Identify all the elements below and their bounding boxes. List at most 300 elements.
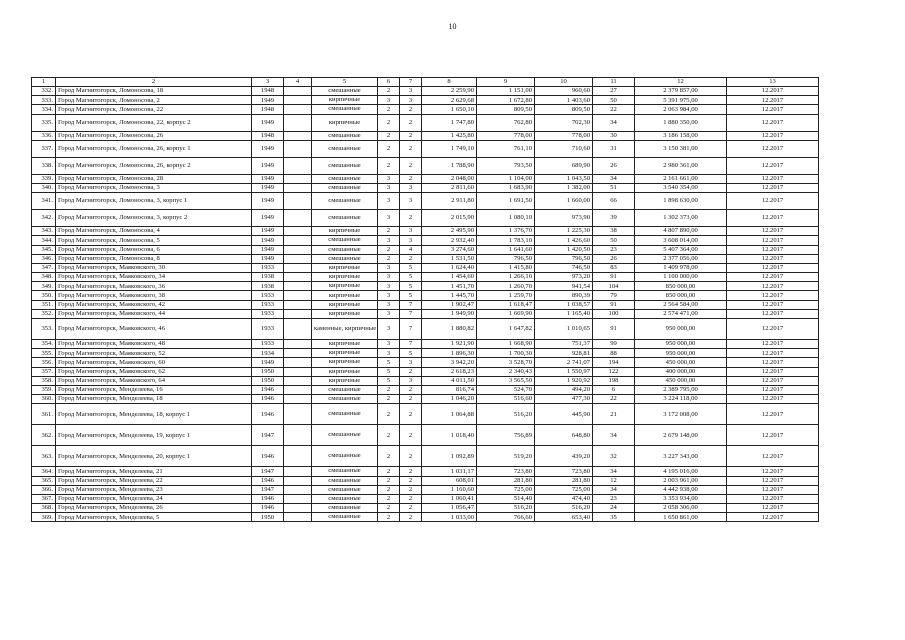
table-row	[32, 96, 819, 105]
table-row	[32, 340, 819, 349]
deadline-cell: 12.2017	[727, 282, 819, 291]
living-area-cell: 1 669,90	[477, 309, 535, 318]
column-4-cell	[284, 446, 312, 467]
deadline-cell: 12.2017	[727, 467, 819, 476]
total-area-cell: 1 033,00	[422, 513, 477, 522]
address-cell: Город Магнитогорск, Менделеева, 26	[56, 504, 252, 513]
column-4-cell	[284, 254, 312, 263]
repair-cost-cell: 450 000,00	[635, 376, 727, 385]
wall-material-cell: кирпичные	[312, 340, 378, 349]
year-built-cell: 1949	[252, 236, 284, 245]
column-number: 1	[32, 78, 56, 87]
entrances-cell: 2	[400, 425, 422, 446]
repair-cost-cell: 2 063 984,00	[635, 105, 727, 114]
table-row	[32, 87, 819, 96]
residential-area-cell: 474,40	[535, 494, 593, 503]
column-4-cell	[284, 273, 312, 282]
residential-area-cell: 477,30	[535, 395, 593, 404]
table-row	[32, 376, 819, 385]
wall-material-cell: смешанные	[312, 504, 378, 513]
table-row	[32, 227, 819, 236]
wall-material-cell: кирпичные	[312, 349, 378, 358]
row-number-cell: 344.	[32, 236, 56, 245]
address-cell: Город Магнитогорск, Ломоносова, 2	[56, 96, 252, 105]
total-area-cell: 2 629,68	[422, 96, 477, 105]
column-4-cell	[284, 183, 312, 192]
repair-cost-cell: 3 150 381,00	[635, 140, 727, 157]
floors-cell: 2	[378, 467, 400, 476]
entrances-cell: 3	[400, 183, 422, 192]
residential-area-cell: 1 225,30	[535, 227, 593, 236]
address-cell: Город Магнитогорск, Менделеева, 18	[56, 395, 252, 404]
living-area-cell: 761,10	[477, 140, 535, 157]
wall-material-cell: смешанные	[312, 385, 378, 394]
address-cell: Город Магнитогорск, Маяковского, 46	[56, 319, 252, 340]
column-4-cell	[284, 282, 312, 291]
year-built-cell: 1949	[252, 245, 284, 254]
floors-cell: 3	[378, 263, 400, 272]
floors-cell: 3	[378, 193, 400, 210]
total-area-cell: 3 942,20	[422, 358, 477, 367]
row-number-cell: 363.	[32, 446, 56, 467]
column-4-cell	[284, 236, 312, 245]
entrances-cell: 2	[400, 476, 422, 485]
floors-cell: 2	[378, 254, 400, 263]
year-built-cell: 1950	[252, 513, 284, 522]
column-number: 10	[535, 78, 593, 87]
column-4-cell	[284, 404, 312, 425]
wall-material-cell: кирпичные	[312, 273, 378, 282]
residential-area-cell: 439,20	[535, 446, 593, 467]
year-built-cell: 1938	[252, 273, 284, 282]
living-area-cell: 756,89	[477, 425, 535, 446]
wall-material-cell: смешанные	[312, 174, 378, 183]
wall-material-cell: кирпичные	[312, 309, 378, 318]
row-number-cell: 346.	[32, 254, 56, 263]
total-area-cell: 1 788,90	[422, 157, 477, 174]
deadline-cell: 12.2017	[727, 263, 819, 272]
repair-cost-cell: 2 377 056,00	[635, 254, 727, 263]
row-number-cell: 340.	[32, 183, 56, 192]
column-4-cell	[284, 319, 312, 340]
table-row	[32, 114, 819, 131]
table-row	[32, 282, 819, 291]
total-area-cell: 1 896,30	[422, 349, 477, 358]
address-cell: Город Магнитогорск, Маяковского, 60	[56, 358, 252, 367]
residential-area-cell: 973,20	[535, 273, 593, 282]
deadline-cell: 12.2017	[727, 319, 819, 340]
column-4-cell	[284, 376, 312, 385]
address-cell: Город Магнитогорск, Ломоносова, 28	[56, 174, 252, 183]
column-4-cell	[284, 300, 312, 309]
residential-area-cell: 494,20	[535, 385, 593, 394]
residential-area-cell: 1 038,57	[535, 300, 593, 309]
living-area-cell: 1 260,70	[477, 282, 535, 291]
column-4-cell	[284, 513, 312, 522]
row-number-cell: 342.	[32, 210, 56, 227]
year-built-cell: 1949	[252, 96, 284, 105]
deadline-cell: 12.2017	[727, 300, 819, 309]
total-area-cell: 2 932,40	[422, 236, 477, 245]
address-cell: Город Магнитогорск, Менделеева, 22	[56, 476, 252, 485]
table-row	[32, 425, 819, 446]
residential-area-cell: 281,80	[535, 476, 593, 485]
wall-material-cell: смешанные	[312, 476, 378, 485]
table-row	[32, 140, 819, 157]
living-area-cell: 793,50	[477, 157, 535, 174]
total-area-cell: 3 274,60	[422, 245, 477, 254]
floors-cell: 2	[378, 157, 400, 174]
floors-cell: 2	[378, 395, 400, 404]
living-area-cell: 796,50	[477, 254, 535, 263]
residential-area-cell: 1 660,00	[535, 193, 593, 210]
table-row	[32, 131, 819, 140]
repair-cost-cell: 1 650 861,00	[635, 513, 727, 522]
repair-cost-cell: 2 679 148,00	[635, 425, 727, 446]
floors-cell: 2	[378, 446, 400, 467]
entrances-cell: 2	[400, 367, 422, 376]
repair-cost-cell: 2 980 361,00	[635, 157, 727, 174]
address-cell: Город Магнитогорск, Ломоносова, 5	[56, 236, 252, 245]
living-area-cell: 1 783,10	[477, 236, 535, 245]
table-row	[32, 395, 819, 404]
wall-material-cell: кирпичные	[312, 358, 378, 367]
wall-material-cell: кирпичные	[312, 114, 378, 131]
wall-material-cell: кирпичные	[312, 376, 378, 385]
year-built-cell: 1949	[252, 227, 284, 236]
wall-material-cell: смешанные	[312, 485, 378, 494]
year-built-cell: 1949	[252, 183, 284, 192]
repair-cost-cell: 950 000,00	[635, 340, 727, 349]
year-built-cell: 1933	[252, 300, 284, 309]
repair-cost-cell: 4 442 938,00	[635, 485, 727, 494]
residential-area-cell: 928,81	[535, 349, 593, 358]
living-area-cell: 1 259,70	[477, 291, 535, 300]
repair-cost-cell: 2 574 471,00	[635, 309, 727, 318]
residential-area-cell: 710,60	[535, 140, 593, 157]
table-row	[32, 467, 819, 476]
deadline-cell: 12.2017	[727, 425, 819, 446]
address-cell: Город Магнитогорск, Менделеева, 20, корпус 1	[56, 446, 252, 467]
residents-cell: 198	[593, 376, 635, 385]
living-area-cell: 2 340,43	[477, 367, 535, 376]
repair-cost-cell: 2 564 584,00	[635, 300, 727, 309]
row-number-cell: 360.	[32, 395, 56, 404]
living-area-cell: 516,60	[477, 395, 535, 404]
living-area-cell: 1 376,70	[477, 227, 535, 236]
total-area-cell: 2 015,90	[422, 210, 477, 227]
deadline-cell: 12.2017	[727, 236, 819, 245]
column-number: 8	[422, 78, 477, 87]
address-cell: Город Магнитогорск, Ломоносова, 22	[56, 105, 252, 114]
residents-cell: 79	[593, 291, 635, 300]
residents-cell: 21	[593, 404, 635, 425]
living-area-cell: 1 080,10	[477, 210, 535, 227]
floors-cell: 2	[378, 245, 400, 254]
repair-cost-cell: 1 898 630,00	[635, 193, 727, 210]
residential-area-cell: 973,90	[535, 210, 593, 227]
living-area-cell: 809,50	[477, 105, 535, 114]
table-row	[32, 349, 819, 358]
column-4-cell	[284, 174, 312, 183]
residents-cell: 32	[593, 446, 635, 467]
wall-material-cell: смешанные	[312, 236, 378, 245]
total-area-cell: 1 454,60	[422, 273, 477, 282]
total-area-cell: 1 018,40	[422, 425, 477, 446]
address-cell: Город Магнитогорск, Маяковского, 42	[56, 300, 252, 309]
entrances-cell: 5	[400, 349, 422, 358]
living-area-cell: 281,80	[477, 476, 535, 485]
repair-cost-cell: 4 195 016,00	[635, 467, 727, 476]
repair-cost-cell: 1 880 350,00	[635, 114, 727, 131]
address-cell: Город Магнитогорск, Маяковского, 48	[56, 340, 252, 349]
row-number-cell: 347.	[32, 263, 56, 272]
column-number: 13	[727, 78, 819, 87]
residents-cell: 51	[593, 183, 635, 192]
entrances-cell: 3	[400, 236, 422, 245]
deadline-cell: 12.2017	[727, 395, 819, 404]
year-built-cell: 1950	[252, 376, 284, 385]
entrances-cell: 5	[400, 282, 422, 291]
residential-area-cell: 648,80	[535, 425, 593, 446]
row-number-cell: 349.	[32, 282, 56, 291]
wall-material-cell: кирпичные	[312, 291, 378, 300]
deadline-cell: 12.2017	[727, 227, 819, 236]
residents-cell: 104	[593, 282, 635, 291]
residents-cell: 34	[593, 425, 635, 446]
residential-area-cell: 746,50	[535, 263, 593, 272]
wall-material-cell: смешанные	[312, 183, 378, 192]
residential-area-cell: 445,90	[535, 404, 593, 425]
residential-area-cell: 723,80	[535, 467, 593, 476]
deadline-cell: 12.2017	[727, 183, 819, 192]
entrances-cell: 2	[400, 485, 422, 494]
column-number-row	[32, 78, 819, 87]
repair-cost-cell: 3 227 343,00	[635, 446, 727, 467]
living-area-cell: 766,60	[477, 513, 535, 522]
row-number-cell: 365.	[32, 476, 56, 485]
address-cell: Город Магнитогорск, Ломоносова, 26	[56, 131, 252, 140]
residential-area-cell: 516,20	[535, 504, 593, 513]
floors-cell: 2	[378, 114, 400, 131]
row-number-cell: 341.	[32, 193, 56, 210]
column-number: 6	[378, 78, 400, 87]
row-number-cell: 359.	[32, 385, 56, 394]
entrances-cell: 2	[400, 140, 422, 157]
column-4-cell	[284, 227, 312, 236]
column-4-cell	[284, 114, 312, 131]
table-row	[32, 245, 819, 254]
total-area-cell: 2 811,60	[422, 183, 477, 192]
total-area-cell: 1 902,47	[422, 300, 477, 309]
residents-cell: 88	[593, 349, 635, 358]
floors-cell: 5	[378, 358, 400, 367]
residents-cell: 22	[593, 105, 635, 114]
row-number-cell: 352.	[32, 309, 56, 318]
year-built-cell: 1948	[252, 105, 284, 114]
repair-cost-cell: 400 000,00	[635, 367, 727, 376]
residents-cell: 38	[593, 227, 635, 236]
address-cell: Город Магнитогорск, Ломоносова, 3, корпус 2	[56, 210, 252, 227]
floors-cell: 3	[378, 349, 400, 358]
floors-cell: 5	[378, 376, 400, 385]
total-area-cell: 2 618,23	[422, 367, 477, 376]
row-number-cell: 367.	[32, 494, 56, 503]
residents-cell: 100	[593, 309, 635, 318]
row-number-cell: 358.	[32, 376, 56, 385]
wall-material-cell: смешанные	[312, 193, 378, 210]
address-cell: Город Магнитогорск, Ломоносова, 3, корпус 1	[56, 193, 252, 210]
residential-area-cell: 1 420,50	[535, 245, 593, 254]
table-row	[32, 385, 819, 394]
year-built-cell: 1947	[252, 467, 284, 476]
table-row	[32, 319, 819, 340]
entrances-cell: 3	[400, 87, 422, 96]
repair-cost-cell: 850 000,00	[635, 291, 727, 300]
floors-cell: 3	[378, 183, 400, 192]
year-built-cell: 1933	[252, 291, 284, 300]
table-row	[32, 183, 819, 192]
wall-material-cell: смешанные	[312, 105, 378, 114]
year-built-cell: 1934	[252, 349, 284, 358]
row-number-cell: 339.	[32, 174, 56, 183]
residents-cell: 39	[593, 210, 635, 227]
total-area-cell: 1 060,41	[422, 494, 477, 503]
residents-cell: 22	[593, 395, 635, 404]
entrances-cell: 5	[400, 291, 422, 300]
floors-cell: 2	[378, 425, 400, 446]
entrances-cell: 2	[400, 131, 422, 140]
row-number-cell: 366.	[32, 485, 56, 494]
total-area-cell: 608,01	[422, 476, 477, 485]
total-area-cell: 2 048,00	[422, 174, 477, 183]
living-area-cell: 516,20	[477, 504, 535, 513]
deadline-cell: 12.2017	[727, 131, 819, 140]
deadline-cell: 12.2017	[727, 349, 819, 358]
residents-cell: 24	[593, 504, 635, 513]
column-4-cell	[284, 467, 312, 476]
total-area-cell: 1 650,10	[422, 105, 477, 114]
address-cell: Город Магнитогорск, Маяковского, 36	[56, 282, 252, 291]
living-area-cell: 1 672,80	[477, 96, 535, 105]
repair-cost-cell: 2 379 857,00	[635, 87, 727, 96]
table-row	[32, 273, 819, 282]
wall-material-cell: кирпичные	[312, 263, 378, 272]
column-4-cell	[284, 210, 312, 227]
address-cell: Город Магнитогорск, Ломоносова, 4	[56, 227, 252, 236]
column-number: 4	[284, 78, 312, 87]
row-number-cell: 368.	[32, 504, 56, 513]
living-area-cell: 514,40	[477, 494, 535, 503]
living-area-cell: 1 415,80	[477, 263, 535, 272]
residential-area-cell: 809,50	[535, 105, 593, 114]
table-row	[32, 210, 819, 227]
address-cell: Город Магнитогорск, Ломоносова, 6	[56, 245, 252, 254]
year-built-cell: 1948	[252, 131, 284, 140]
address-cell: Город Магнитогорск, Менделеева, 21	[56, 467, 252, 476]
repair-cost-cell: 2 161 661,00	[635, 174, 727, 183]
living-area-cell: 3 528,70	[477, 358, 535, 367]
residential-area-cell: 702,30	[535, 114, 593, 131]
address-cell: Город Магнитогорск, Менделеева, 24	[56, 494, 252, 503]
entrances-cell: 3	[400, 227, 422, 236]
deadline-cell: 12.2017	[727, 210, 819, 227]
living-area-cell: 1 700,30	[477, 349, 535, 358]
address-cell: Город Магнитогорск, Менделеева, 19, корпус 1	[56, 425, 252, 446]
address-cell: Город Магнитогорск, Ломоносова, 18	[56, 87, 252, 96]
wall-material-cell: кирпичные	[312, 96, 378, 105]
residential-area-cell: 1 382,00	[535, 183, 593, 192]
total-area-cell: 1 092,89	[422, 446, 477, 467]
table-row	[32, 263, 819, 272]
living-area-cell: 1 668,90	[477, 340, 535, 349]
residential-area-cell: 890,39	[535, 291, 593, 300]
residents-cell: 26	[593, 254, 635, 263]
column-4-cell	[284, 395, 312, 404]
table-row	[32, 309, 819, 318]
row-number-cell: 355.	[32, 349, 56, 358]
residents-cell: 91	[593, 300, 635, 309]
table-row	[32, 174, 819, 183]
address-cell: Город Магнитогорск, Ломоносова, 8	[56, 254, 252, 263]
row-number-cell: 361.	[32, 404, 56, 425]
repair-cost-cell: 3 186 158,00	[635, 131, 727, 140]
deadline-cell: 12.2017	[727, 494, 819, 503]
floors-cell: 2	[378, 404, 400, 425]
table-row	[32, 513, 819, 522]
floors-cell: 3	[378, 319, 400, 340]
total-area-cell: 4 011,50	[422, 376, 477, 385]
total-area-cell: 1 880,82	[422, 319, 477, 340]
residential-area-cell: 751,37	[535, 340, 593, 349]
residential-area-cell: 796,50	[535, 254, 593, 263]
total-area-cell: 1 531,50	[422, 254, 477, 263]
residents-cell: 91	[593, 319, 635, 340]
wall-material-cell: смешанные	[312, 467, 378, 476]
repair-cost-cell: 3 608 014,00	[635, 236, 727, 245]
floors-cell: 2	[378, 485, 400, 494]
entrances-cell: 3	[400, 376, 422, 385]
wall-material-cell: смешанные	[312, 513, 378, 522]
residential-area-cell: 1 165,40	[535, 309, 593, 318]
deadline-cell: 12.2017	[727, 385, 819, 394]
column-number: 3	[252, 78, 284, 87]
deadline-cell: 12.2017	[727, 140, 819, 157]
deadline-cell: 12.2017	[727, 446, 819, 467]
entrances-cell: 7	[400, 340, 422, 349]
repair-cost-cell: 3 540 354,00	[635, 183, 727, 192]
repair-cost-cell: 850 000,00	[635, 282, 727, 291]
floors-cell: 2	[378, 513, 400, 522]
living-area-cell: 1 683,90	[477, 183, 535, 192]
row-number-cell: 350.	[32, 291, 56, 300]
total-area-cell: 1 064,88	[422, 404, 477, 425]
table-row	[32, 404, 819, 425]
entrances-cell: 2	[400, 157, 422, 174]
address-cell: Город Магнитогорск, Менделеева, 23	[56, 485, 252, 494]
living-area-cell: 1 691,50	[477, 193, 535, 210]
floors-cell: 2	[378, 494, 400, 503]
wall-material-cell: смешанные	[312, 140, 378, 157]
row-number-cell: 338.	[32, 157, 56, 174]
total-area-cell: 1 046,20	[422, 395, 477, 404]
residential-area-cell: 689,90	[535, 157, 593, 174]
entrances-cell: 2	[400, 494, 422, 503]
total-area-cell: 1 056,47	[422, 504, 477, 513]
column-4-cell	[284, 385, 312, 394]
row-number-cell: 351.	[32, 300, 56, 309]
total-area-cell: 1 747,80	[422, 114, 477, 131]
